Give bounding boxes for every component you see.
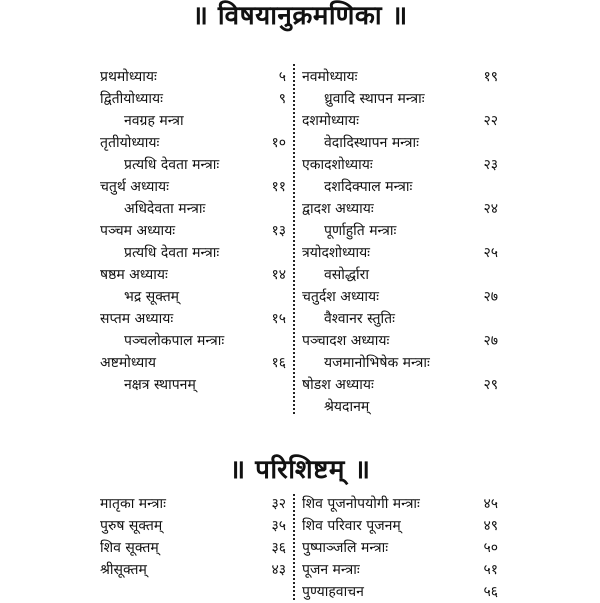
entry-page-number: २३ xyxy=(483,157,498,173)
entry-label: त्रयोदशोध्यायः xyxy=(302,245,371,261)
entry-page-number: १९ xyxy=(483,69,498,85)
entry-page-number: १३ xyxy=(271,223,286,239)
entry-page-number: १० xyxy=(271,135,286,151)
appendix-left-entry xyxy=(100,537,286,559)
entry-label: शिव सूक्तम् xyxy=(100,540,159,556)
entry-label: वैश्वानर स्तुतिः xyxy=(324,311,395,327)
entry-label: भद्र सूक्तम् xyxy=(124,289,180,305)
toc-right-entry xyxy=(324,220,498,242)
entry-label: अष्टमोध्याय xyxy=(100,355,156,371)
toc-right-entry xyxy=(324,176,498,198)
entry-page-number: ४३ xyxy=(271,562,286,578)
toc-left-entry xyxy=(100,352,286,374)
toc-left-entry xyxy=(124,110,286,132)
entry-label: दशदिक्पाल मन्त्राः xyxy=(324,179,413,195)
entry-label: ध्रुवादि स्थापन मन्त्राः xyxy=(324,91,425,107)
appendix-left-entry xyxy=(100,515,286,537)
appendix-column-divider xyxy=(293,494,295,600)
entry-label: पुरुष सूक्तम् xyxy=(100,518,163,534)
toc-right-entry xyxy=(324,396,498,418)
entry-page-number: ५१ xyxy=(483,562,498,578)
entry-label: पुष्पाञ्जलि मन्त्राः xyxy=(302,540,389,556)
entry-label: प्रत्यधि देवता मन्त्राः xyxy=(124,245,220,261)
entry-label: षोडश अध्यायः xyxy=(302,377,374,393)
toc-left-entry xyxy=(100,264,286,286)
entry-label: चतुर्दश अध्यायः xyxy=(302,289,379,305)
entry-page-number: ३२ xyxy=(271,496,286,512)
appendix-right-entry xyxy=(302,493,498,515)
entry-label: पूर्णाहुति मन्त्राः xyxy=(324,223,397,239)
column-divider xyxy=(293,64,295,414)
entry-label: प्रत्यधि देवता मन्त्राः xyxy=(124,157,220,173)
toc-left-entry xyxy=(124,198,286,220)
entry-label: द्वादश अध्यायः xyxy=(302,201,374,217)
appendix-right-entry xyxy=(302,559,498,581)
toc-left-entry xyxy=(100,132,286,154)
entry-page-number: ४९ xyxy=(483,518,498,534)
entry-label: नवमोध्यायः xyxy=(302,69,358,85)
entry-page-number: १६ xyxy=(271,355,286,371)
toc-right-entry xyxy=(324,352,498,374)
entry-label: प्रथमोध्यायः xyxy=(100,69,157,85)
entry-page-number: ९ xyxy=(278,91,286,107)
entry-page-number: २९ xyxy=(483,377,498,393)
entry-page-number: ५ xyxy=(278,69,286,85)
toc-right-entry xyxy=(324,308,498,330)
appendix-title: ॥ परिशिष्टम् ॥ xyxy=(229,455,371,485)
toc-right-entry xyxy=(302,242,498,264)
entry-page-number: ३५ xyxy=(271,518,286,534)
entry-label: पुण्याहवाचन xyxy=(302,584,364,600)
toc-left-entry xyxy=(124,374,286,396)
entry-label: पञ्चम अध्यायः xyxy=(100,223,176,239)
entry-page-number: २७ xyxy=(483,333,498,349)
entry-label: तृतीयोध्यायः xyxy=(100,135,160,151)
entry-label: पूजन मन्त्राः xyxy=(302,562,360,578)
toc-left-entry xyxy=(124,242,286,264)
toc-right-entry xyxy=(302,330,498,352)
toc-left-entry xyxy=(100,66,286,88)
entry-page-number: १५ xyxy=(271,311,286,327)
toc-right-entry xyxy=(302,66,498,88)
entry-label: श्रेयदानम् xyxy=(324,399,370,415)
entry-page-number: ११ xyxy=(271,179,286,195)
entry-label: नक्षत्र स्थापनम् xyxy=(124,377,196,393)
appendix-right-entry xyxy=(302,537,498,559)
toc-right-entry xyxy=(324,88,498,110)
toc-left-entry xyxy=(100,308,286,330)
entry-page-number: ५० xyxy=(483,540,498,556)
entry-page-number: २२ xyxy=(483,113,498,129)
entry-label: मातृका मन्त्राः xyxy=(100,496,166,512)
entry-label: नवग्रह मन्त्रा xyxy=(124,113,184,129)
page-title: ॥ विषयानुक्रमणिका ॥ xyxy=(192,1,408,31)
entry-page-number: २७ xyxy=(483,289,498,305)
toc-left-entry xyxy=(124,154,286,176)
entry-page-number: ३६ xyxy=(271,540,286,556)
entry-label: पञ्चादश अध्यायः xyxy=(302,333,390,349)
toc-right-entry xyxy=(302,286,498,308)
appendix-right-entry xyxy=(302,515,498,537)
toc-left-entry xyxy=(124,330,286,352)
entry-label: शिव परिवार पूजनम् xyxy=(302,518,401,534)
entry-page-number: १४ xyxy=(271,267,286,283)
entry-label: वसोर्द्धारा xyxy=(324,267,370,283)
entry-label: षष्ठम अध्यायः xyxy=(100,267,168,283)
entry-page-number: ५६ xyxy=(483,584,498,600)
entry-page-number: २५ xyxy=(483,245,498,261)
toc-right-entry xyxy=(302,374,498,396)
toc-left-entry xyxy=(100,176,286,198)
entry-label: दशमोध्यायः xyxy=(302,113,359,129)
entry-label: वेदादिस्थापन मन्त्राः xyxy=(324,135,419,151)
entry-label: सप्तम अध्यायः xyxy=(100,311,174,327)
entry-label: शिव पूजनोपयोगी मन्त्राः xyxy=(302,496,420,512)
entry-label: चतुर्थ अध्यायः xyxy=(100,179,169,195)
entry-label: पञ्चलोकपाल मन्त्राः xyxy=(124,333,225,349)
entry-page-number: २४ xyxy=(483,201,498,217)
toc-left-entry xyxy=(124,286,286,308)
entry-page-number: ४५ xyxy=(483,496,498,512)
toc-left-entry xyxy=(100,88,286,110)
toc-left-entry xyxy=(100,220,286,242)
appendix-left-entry xyxy=(100,493,286,515)
toc-right-entry xyxy=(324,132,498,154)
toc-right-entry xyxy=(302,198,498,220)
entry-label: यजमानोभिषेक मन्त्राः xyxy=(324,355,430,371)
toc-right-entry xyxy=(324,264,498,286)
entry-label: अधिदेवता मन्त्राः xyxy=(124,201,206,217)
entry-label: एकादशोध्यायः xyxy=(302,157,373,173)
toc-right-entry xyxy=(302,110,498,132)
appendix-left-entry xyxy=(100,559,286,581)
toc-right-entry xyxy=(302,154,498,176)
entry-label: द्वितीयोध्यायः xyxy=(100,91,163,107)
entry-label: श्रीसूक्तम् xyxy=(100,562,147,578)
